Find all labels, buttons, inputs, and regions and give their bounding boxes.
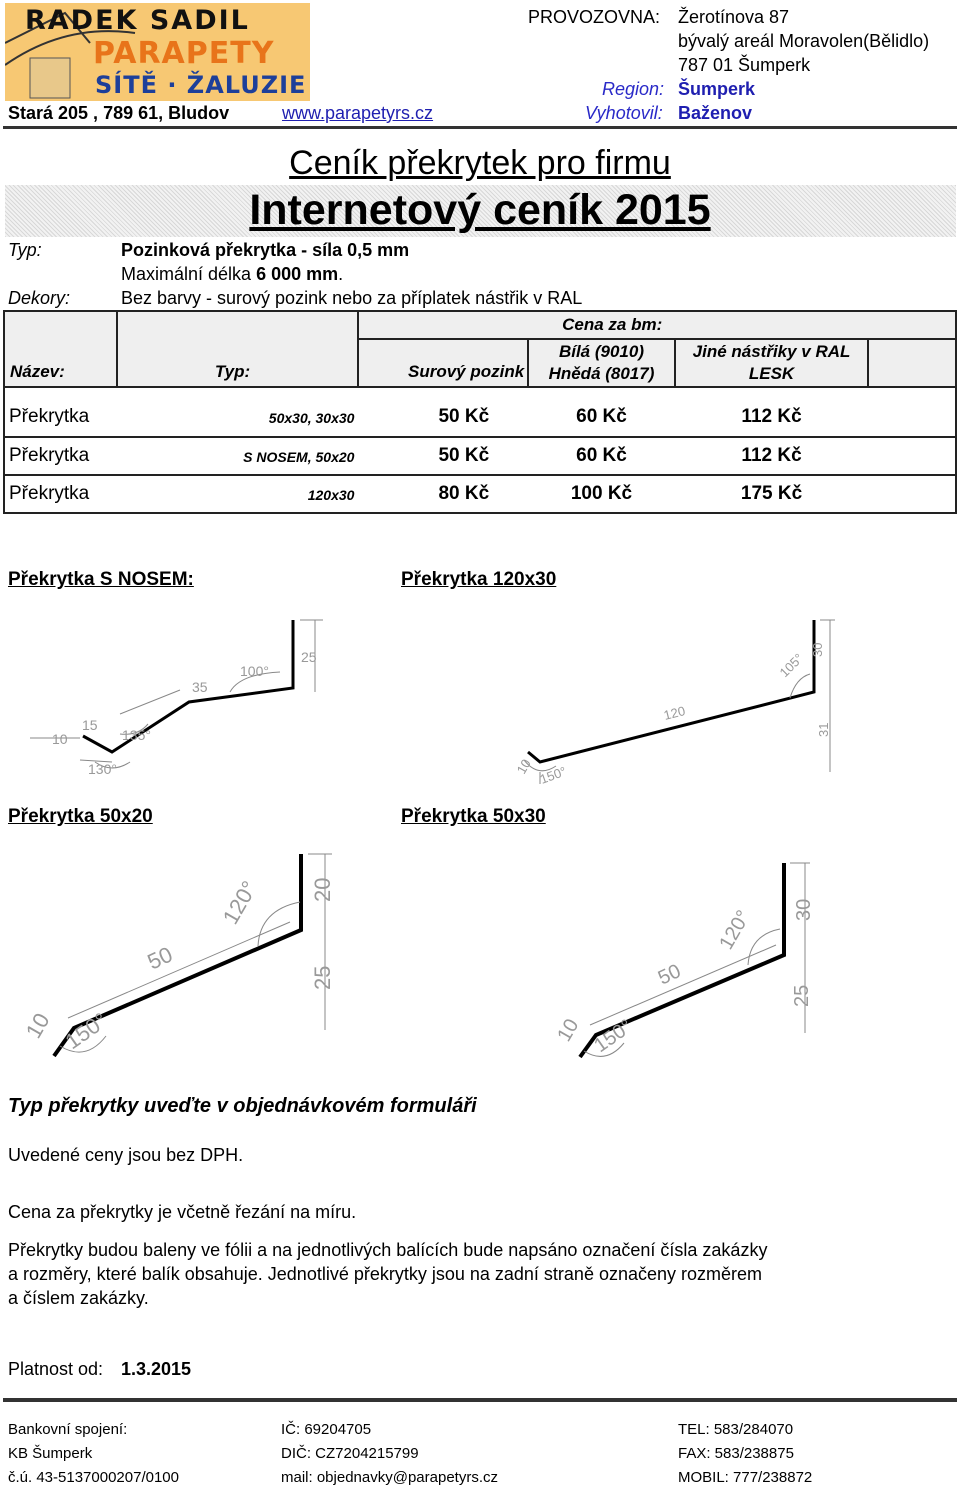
col-raw-header: Surový pozink [358, 339, 528, 387]
made-by-label: Vyhotovil: [585, 103, 663, 123]
max-length: Maximální délka 6 000 mm. [121, 264, 344, 284]
branch-area: bývalý areál Moravolen(Bělidlo) [678, 31, 930, 51]
dim-label: 120 [662, 703, 687, 723]
made-by-value: Baženov [678, 103, 753, 123]
validity-date: 1.3.2015 [121, 1359, 192, 1379]
profile-drawing-50x20 [20, 850, 350, 1065]
branch-street: Žerotínova 87 [678, 7, 790, 27]
col-name-header: Název: [4, 311, 117, 387]
region-label: Region: [602, 79, 665, 99]
type-label: Typ: [8, 240, 42, 260]
ico: IČ: 69204705 [281, 1421, 372, 1438]
logo-parapety: PARAPETY [93, 36, 275, 71]
row-ral-price: 112 Kč [675, 387, 868, 437]
drawing-title-nose: Překrytka S NOSEM: [8, 569, 194, 590]
dim-label: 150° [537, 763, 569, 787]
bank-label: Bankovní spojení: [8, 1421, 128, 1438]
drawing-title-50x20: Překrytka 50x20 [8, 806, 153, 827]
drawing-title-50x30: Překrytka 50x30 [401, 806, 546, 827]
page-title: Ceník překrytek pro firmu [289, 144, 671, 182]
decor-label: Dekory: [8, 288, 71, 308]
company-website-link[interactable]: www.parapetyrs.cz [282, 103, 434, 123]
packing-note-line1: Překrytky budou baleny ve fólii a na jednotlivých balících bude napsáno označení čísla zakázky [8, 1240, 768, 1260]
dim-label: 135° [122, 727, 151, 743]
row-empty [868, 387, 956, 437]
header-divider [3, 126, 957, 129]
dim-label: 30 [793, 898, 815, 921]
dim-label: 20 [310, 877, 335, 902]
logo-name: RADEK SADIL [25, 5, 250, 36]
region-value: Šumperk [678, 79, 756, 99]
row-name: Překrytka [4, 475, 117, 513]
dic: DIČ: CZ7204215799 [281, 1445, 419, 1462]
col-ral-header: Jiné nástřiky v RAL LESK [675, 339, 868, 387]
dim-label: 35 [192, 679, 208, 695]
dim-label: 105° [776, 650, 807, 681]
price-table [3, 310, 957, 514]
validity-label: Platnost od: [8, 1359, 104, 1379]
row-ral-price: 112 Kč [675, 437, 868, 475]
company-address: Stará 205 , 789 61, Bludov [8, 103, 230, 123]
dim-label: 10 [513, 756, 534, 777]
row-type: S NOSEM, 50x20 [117, 437, 359, 475]
footer-ids [281, 1418, 498, 1490]
dim-label: 120° [217, 876, 263, 929]
page-subtitle: Internetový ceník 2015 [249, 186, 711, 234]
dim-label: 10 [553, 1015, 584, 1046]
cutting-note: Cena za překrytky je včetně řezání na míru. [8, 1202, 357, 1222]
order-note: Typ překrytky uveďte v objednávkovém formuláři [8, 1095, 477, 1117]
logo-products: SÍTĚ · ŽALUZIE [95, 71, 307, 99]
dim-label: 25 [310, 965, 335, 990]
dim-label: 50 [654, 960, 685, 990]
row-type: 50x30, 30x30 [117, 387, 359, 437]
mobile: MOBIL: 777/238872 [678, 1469, 813, 1486]
row-ral-price: 175 Kč [675, 475, 868, 513]
dim-label: 50 [143, 941, 177, 975]
branch-city: 787 01 Šumperk [678, 55, 811, 75]
profile-drawing-nose [20, 612, 340, 782]
row-white-price: 60 Kč [528, 437, 675, 475]
dim-label: 10 [20, 1008, 55, 1043]
row-raw-price: 50 Kč [358, 387, 528, 437]
vat-note: Uvedené ceny jsou bez DPH. [8, 1145, 244, 1165]
dim-label: 150° [60, 1007, 113, 1055]
profile-drawing-50x30 [540, 855, 840, 1067]
branch-label: PROVOZOVNA: [528, 7, 661, 27]
table-row [4, 475, 956, 513]
dim-label: 120° [715, 906, 756, 954]
row-empty [868, 475, 956, 513]
dim-label: 31 [816, 722, 831, 737]
footer-divider [3, 1398, 957, 1402]
dim-label: 100° [240, 663, 269, 679]
packing-note-line2: a rozměry, které balík obsahuje. Jednotlivé překrytky jsou na zadní straně označeny rozměrem [8, 1264, 763, 1284]
dim-label: 130° [88, 761, 117, 777]
drawing-title-120x30: Překrytka 120x30 [401, 569, 557, 590]
row-name: Překrytka [4, 387, 117, 437]
table-row [4, 387, 956, 437]
row-empty [868, 437, 956, 475]
packing-note-line3: a číslem zakázky. [8, 1288, 149, 1308]
footer-bank [8, 1418, 179, 1490]
row-raw-price: 80 Kč [358, 475, 528, 513]
dim-label: 25 [791, 984, 813, 1007]
dim-label: 10 [52, 731, 68, 747]
company-logo [5, 3, 310, 101]
row-name: Překrytka [4, 437, 117, 475]
dim-label: 15 [82, 717, 98, 733]
bank-account: č.ú. 43-5137000207/0100 [8, 1469, 179, 1486]
footer-contacts [678, 1418, 812, 1490]
type-value: Pozinková překrytka - síla 0,5 mm [121, 240, 410, 260]
col-empty-header [868, 339, 956, 387]
phone: TEL: 583/284070 [678, 1421, 794, 1438]
email-link[interactable]: mail: objednavky@parapetyrs.cz [281, 1469, 498, 1486]
row-type: 120x30 [117, 475, 359, 513]
row-white-price: 60 Kč [528, 387, 675, 437]
dim-label: 150° [590, 1015, 637, 1058]
decor-value: Bez barvy - surový pozink nebo za příplatek nástřik v RAL [121, 288, 583, 308]
bank-name: KB Šumperk [8, 1445, 93, 1462]
row-raw-price: 50 Kč [358, 437, 528, 475]
price-header: Cena za bm: [358, 311, 956, 339]
dim-label: 30 [810, 642, 825, 657]
profile-drawing-120x30 [510, 612, 840, 787]
dim-label: 25 [301, 649, 317, 665]
col-type-header: Typ: [117, 311, 359, 387]
row-white-price: 100 Kč [528, 475, 675, 513]
fax: FAX: 583/238875 [678, 1445, 794, 1462]
col-white-header: Bílá (9010) Hnědá (8017) [528, 339, 675, 387]
table-row [4, 437, 956, 475]
